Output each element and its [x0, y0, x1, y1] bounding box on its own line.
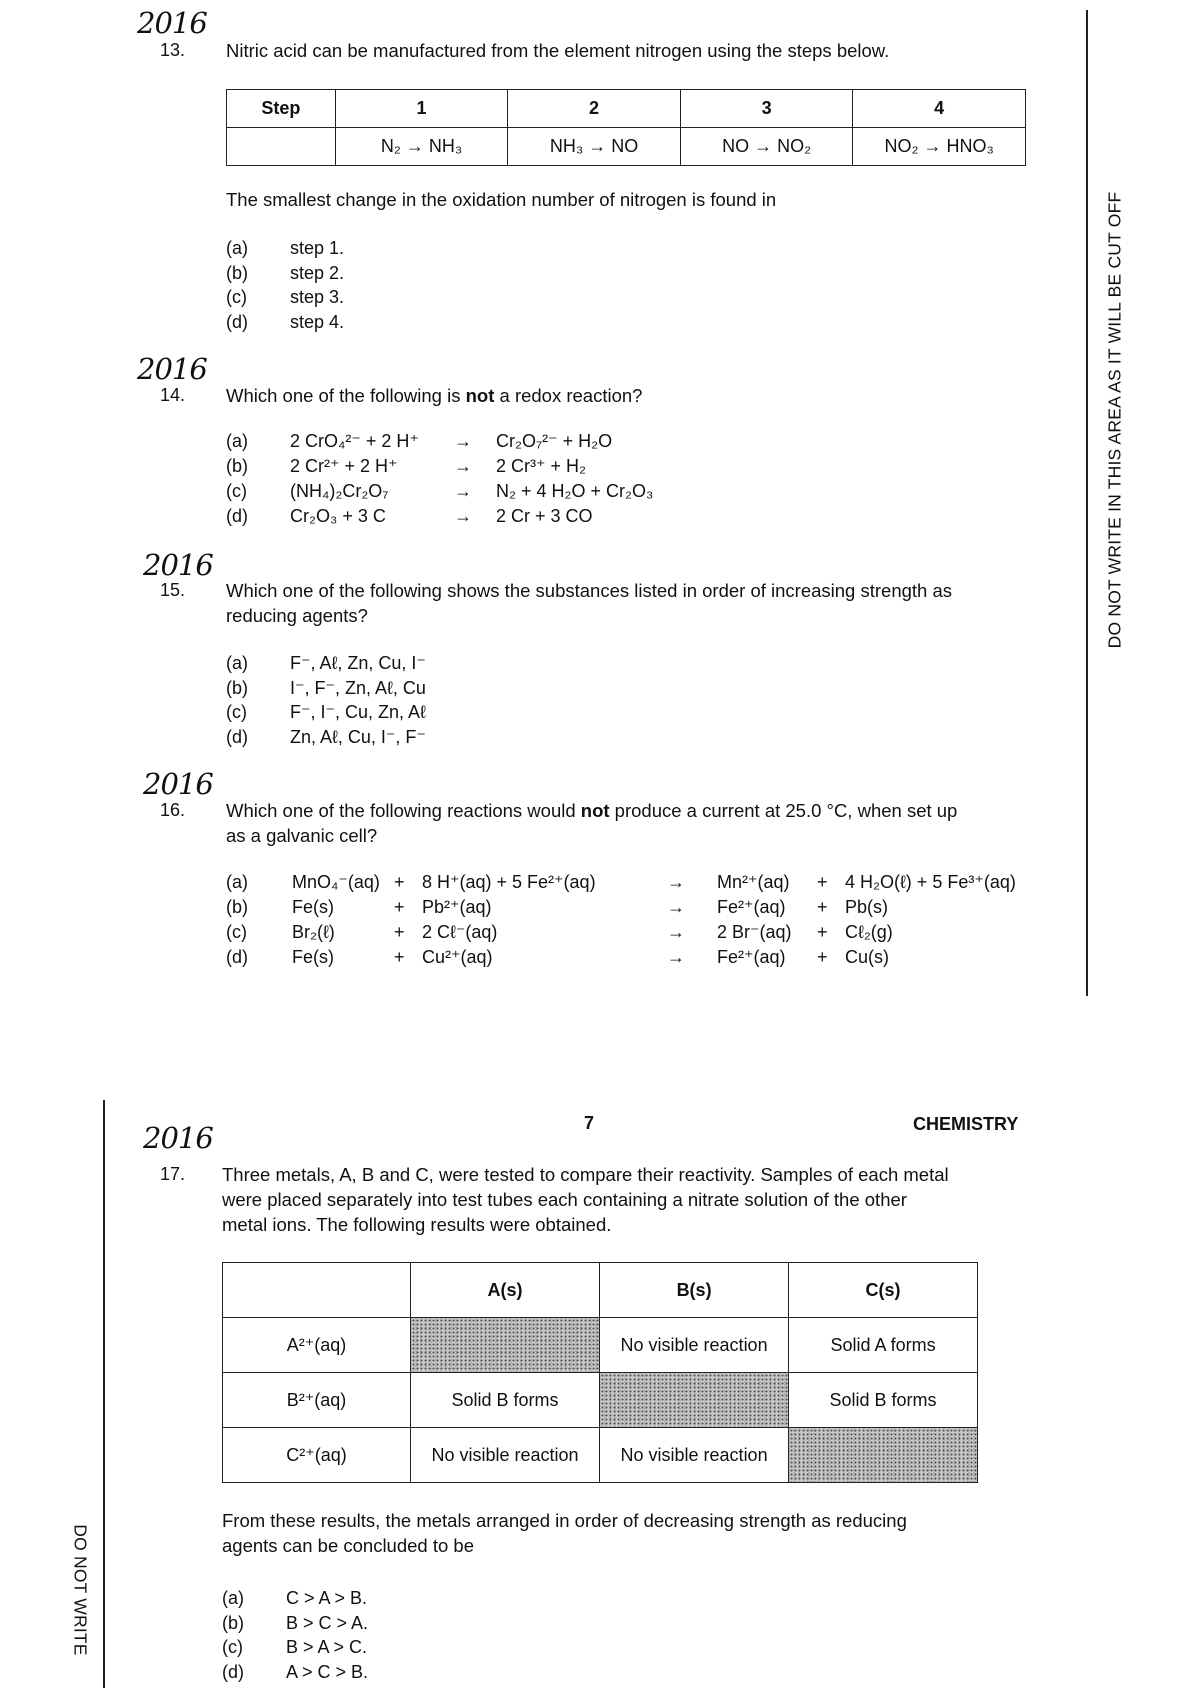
- option-label: (c): [226, 922, 247, 942]
- option-text: B > C > A.: [286, 1612, 369, 1633]
- reactants: 2 Cr²⁺ + 2 H⁺: [290, 456, 398, 476]
- q13-cell-step4: NO₂ → HNO₃: [853, 128, 1026, 166]
- q17-followup: [222, 1508, 907, 1558]
- q17-stem-line2: were placed separately into test tubes each containing a nitrate solution of the other: [222, 1189, 907, 1210]
- option-label: (d): [222, 1661, 244, 1682]
- option-label: (c): [226, 702, 247, 722]
- q17-cell: Solid A forms: [789, 1318, 978, 1373]
- option-label: (c): [226, 481, 247, 501]
- q14-option-b: [226, 456, 653, 481]
- q13-followup: The smallest change in the oxidation number of nitrogen is found in: [226, 189, 777, 210]
- arrow: →: [667, 872, 685, 892]
- q14-options: [226, 431, 653, 531]
- q17-table-header-row: [223, 1263, 978, 1318]
- q16-stem-bold: not: [580, 800, 610, 821]
- option-label: (b): [226, 262, 248, 283]
- q16-stem-line1: [226, 798, 957, 823]
- q13-steps-table: [226, 89, 1026, 166]
- q17-option-a: [222, 1586, 368, 1611]
- reactant-2: 8 H⁺(aq) + 5 Fe²⁺(aq): [422, 872, 596, 892]
- option-text: I⁻, F⁻, Zn, Aℓ, Cu: [290, 677, 426, 698]
- q17-stem: [222, 1162, 949, 1237]
- subject-header: CHEMISTRY: [913, 1114, 1019, 1134]
- option-text: step 3.: [290, 287, 345, 307]
- q15-options: [226, 651, 426, 749]
- option-label: (d): [226, 311, 248, 332]
- q13-table-reaction-row: [227, 128, 1026, 166]
- q17-header-c: C(s): [789, 1263, 978, 1318]
- q17-cell: Solid B forms: [411, 1373, 600, 1428]
- q17-year-handwritten: 2016: [143, 1121, 213, 1155]
- q15-option-a: [226, 651, 426, 676]
- arrow: →: [667, 922, 685, 942]
- option-label: (a): [226, 238, 248, 258]
- q13-header-1: 1: [335, 90, 508, 128]
- right-margin-note: DO NOT WRITE IN THIS AREA AS IT WILL BE CUT OFF: [1104, 191, 1125, 649]
- option-text: C > A > B.: [286, 1588, 368, 1608]
- q14-number: 14.: [160, 385, 186, 405]
- page-number: 7: [584, 1113, 595, 1133]
- reactant-2: Pb²⁺(aq): [422, 897, 492, 917]
- q14-year-handwritten: 2016: [137, 352, 207, 386]
- reactant-1: Fe(s): [292, 897, 334, 917]
- q13-option-c: [226, 285, 344, 310]
- q14-stem-pre: Which one of the following is: [226, 385, 466, 406]
- option-label: (b): [226, 456, 248, 476]
- option-text: step 2.: [290, 262, 345, 283]
- option-label: (a): [226, 872, 248, 892]
- products: 2 Cr + 3 CO: [496, 506, 593, 526]
- q16-stem-line2: as a galvanic cell?: [226, 825, 378, 846]
- q15-stem: [226, 578, 952, 628]
- q13-cell-step2: NH₃ → NO: [508, 128, 681, 166]
- reactant-1: Br₂(ℓ): [292, 922, 335, 942]
- q16-number: 16.: [160, 800, 186, 820]
- reactant-2: Cu²⁺(aq): [422, 947, 493, 967]
- option-label: (d): [226, 947, 248, 967]
- arrow: →: [667, 897, 685, 917]
- q17-table-row-c: [223, 1428, 978, 1483]
- arrow: →: [667, 947, 685, 967]
- option-text: Zn, Aℓ, Cu, I⁻, F⁻: [290, 726, 426, 747]
- q16-stem-post: produce a current at 25.0 °C, when set up: [609, 800, 958, 821]
- q17-row-label: B²⁺(aq): [223, 1373, 411, 1428]
- q13-header-step: Step: [227, 90, 336, 128]
- q15-stem-line1: Which one of the following shows the substances listed in order of increasing strength as: [226, 580, 953, 601]
- q13-option-b: [226, 261, 344, 286]
- arrow: →: [454, 481, 472, 501]
- plus: +: [394, 922, 405, 942]
- product-1: Mn²⁺(aq): [717, 872, 790, 892]
- q13-header-3: 3: [680, 90, 853, 128]
- option-label: (a): [226, 653, 248, 673]
- q13-stem: Nitric acid can be manufactured from the element nitrogen using the steps below.: [226, 40, 890, 61]
- q17-cell: No visible reaction: [411, 1428, 600, 1483]
- option-label: (c): [226, 287, 247, 307]
- q17-row-label: C²⁺(aq): [223, 1428, 411, 1483]
- q15-option-b: [226, 676, 426, 701]
- q17-followup-line2: agents can be concluded to be: [222, 1535, 474, 1556]
- q13-header-4: 4: [853, 90, 1026, 128]
- q17-cell-shaded: [789, 1428, 978, 1483]
- q13-option-a: [226, 236, 344, 261]
- q13-options: [226, 236, 344, 334]
- q17-option-b: [222, 1611, 368, 1636]
- q17-cell: Solid B forms: [789, 1373, 978, 1428]
- q17-header-b: B(s): [600, 1263, 789, 1318]
- q16-option-b: [226, 897, 1016, 922]
- q15-option-c: [226, 700, 426, 725]
- option-label: (b): [226, 677, 248, 698]
- plus: +: [817, 947, 828, 967]
- q17-cell-shaded: [600, 1373, 789, 1428]
- left-margin-note: DO NOT WRITE: [70, 1524, 91, 1656]
- product-1: Fe²⁺(aq): [717, 947, 786, 967]
- q14-option-d: [226, 506, 653, 531]
- q13-number: 13.: [160, 40, 186, 60]
- q15-option-d: [226, 725, 426, 750]
- q14-option-a: [226, 431, 653, 456]
- reactant-2: 2 Cℓ⁻(aq): [422, 922, 498, 942]
- q17-cell: No visible reaction: [600, 1318, 789, 1373]
- q17-cell: No visible reaction: [600, 1428, 789, 1483]
- product-2: 4 H₂O(ℓ) + 5 Fe³⁺(aq): [845, 872, 1016, 892]
- option-text: B > A > C.: [286, 1637, 368, 1657]
- q17-header-a: A(s): [411, 1263, 600, 1318]
- arrow: →: [454, 506, 472, 526]
- reactant-1: Fe(s): [292, 947, 334, 967]
- q16-year-handwritten: 2016: [143, 767, 213, 801]
- q16-options: [226, 872, 1016, 972]
- q17-header-empty: [223, 1263, 411, 1318]
- q14-option-c: [226, 481, 653, 506]
- q17-option-c: [222, 1635, 368, 1660]
- q13-cell-empty: [227, 128, 336, 166]
- right-margin-line: [1086, 10, 1088, 996]
- plus: +: [394, 897, 405, 917]
- plus: +: [817, 872, 828, 892]
- product-2: Pb(s): [845, 897, 889, 917]
- q13-option-d: [226, 310, 344, 335]
- option-label: (a): [222, 1588, 244, 1608]
- option-text: A > C > B.: [286, 1661, 369, 1682]
- reactants: 2 CrO₄²⁻ + 2 H⁺: [290, 431, 419, 451]
- q17-table-row-b: [223, 1373, 978, 1428]
- option-label: (a): [226, 431, 248, 451]
- q16-stem-pre: Which one of the following reactions would: [226, 800, 581, 821]
- product-2: Cℓ₂(g): [845, 922, 893, 942]
- product-1: Fe²⁺(aq): [717, 897, 786, 917]
- q13-cell-step1: N₂ → NH₃: [335, 128, 508, 166]
- q13-header-2: 2: [508, 90, 681, 128]
- plus: +: [394, 947, 405, 967]
- q15-year-handwritten: 2016: [143, 548, 213, 582]
- q16-option-c: [226, 922, 1016, 947]
- option-text: F⁻, Aℓ, Zn, Cu, I⁻: [290, 653, 426, 673]
- product-2: Cu(s): [845, 947, 889, 967]
- q16-stem: [226, 798, 957, 848]
- plus: +: [817, 922, 828, 942]
- q17-options: [222, 1586, 368, 1684]
- q15-number: 15.: [160, 580, 186, 600]
- option-label: (d): [226, 726, 248, 747]
- reactants: Cr₂O₃ + 3 C: [290, 506, 386, 526]
- arrow: →: [454, 456, 472, 476]
- q17-stem-line1: Three metals, A, B and C, were tested to compare their reactivity. Samples of each metal: [222, 1164, 949, 1185]
- reactant-1: MnO₄⁻(aq): [292, 872, 380, 892]
- q17-followup-line1: From these results, the metals arranged in order of decreasing strength as reducing: [222, 1510, 907, 1531]
- reactants: (NH₄)₂Cr₂O₇: [290, 481, 389, 501]
- q14-stem-bold: not: [465, 385, 495, 406]
- q17-option-d: [222, 1660, 368, 1685]
- q13-cell-step3: NO → NO₂: [680, 128, 853, 166]
- products: 2 Cr³⁺ + H₂: [496, 456, 586, 476]
- q17-stem-line3: metal ions. The following results were obtained.: [222, 1214, 612, 1235]
- q13-year-handwritten: 2016: [137, 6, 207, 40]
- plus: +: [394, 872, 405, 892]
- q14-stem-post: a redox reaction?: [494, 385, 643, 406]
- option-label: (c): [222, 1637, 243, 1657]
- option-text: step 1.: [290, 238, 345, 258]
- option-text: step 4.: [290, 311, 345, 332]
- q17-number: 17.: [160, 1164, 186, 1184]
- q16-option-d: [226, 947, 1016, 972]
- q16-option-a: [226, 872, 1016, 897]
- option-label: (b): [222, 1612, 244, 1633]
- products: Cr₂O₇²⁻ + H₂O: [496, 431, 613, 451]
- q13-table-header-row: [227, 90, 1026, 128]
- q14-stem: [226, 383, 642, 408]
- q15-stem-line2: reducing agents?: [226, 605, 368, 626]
- q17-cell-shaded: [411, 1318, 600, 1373]
- option-label: (b): [226, 897, 248, 917]
- product-1: 2 Br⁻(aq): [717, 922, 792, 942]
- option-text: F⁻, I⁻, Cu, Zn, Aℓ: [290, 702, 426, 722]
- q17-row-label: A²⁺(aq): [223, 1318, 411, 1373]
- products: N₂ + 4 H₂O + Cr₂O₃: [496, 481, 654, 501]
- q17-results-table: [222, 1262, 978, 1483]
- plus: +: [817, 897, 828, 917]
- q17-table-row-a: [223, 1318, 978, 1373]
- arrow: →: [454, 431, 472, 451]
- option-label: (d): [226, 506, 248, 526]
- left-margin-line: [103, 1100, 105, 1688]
